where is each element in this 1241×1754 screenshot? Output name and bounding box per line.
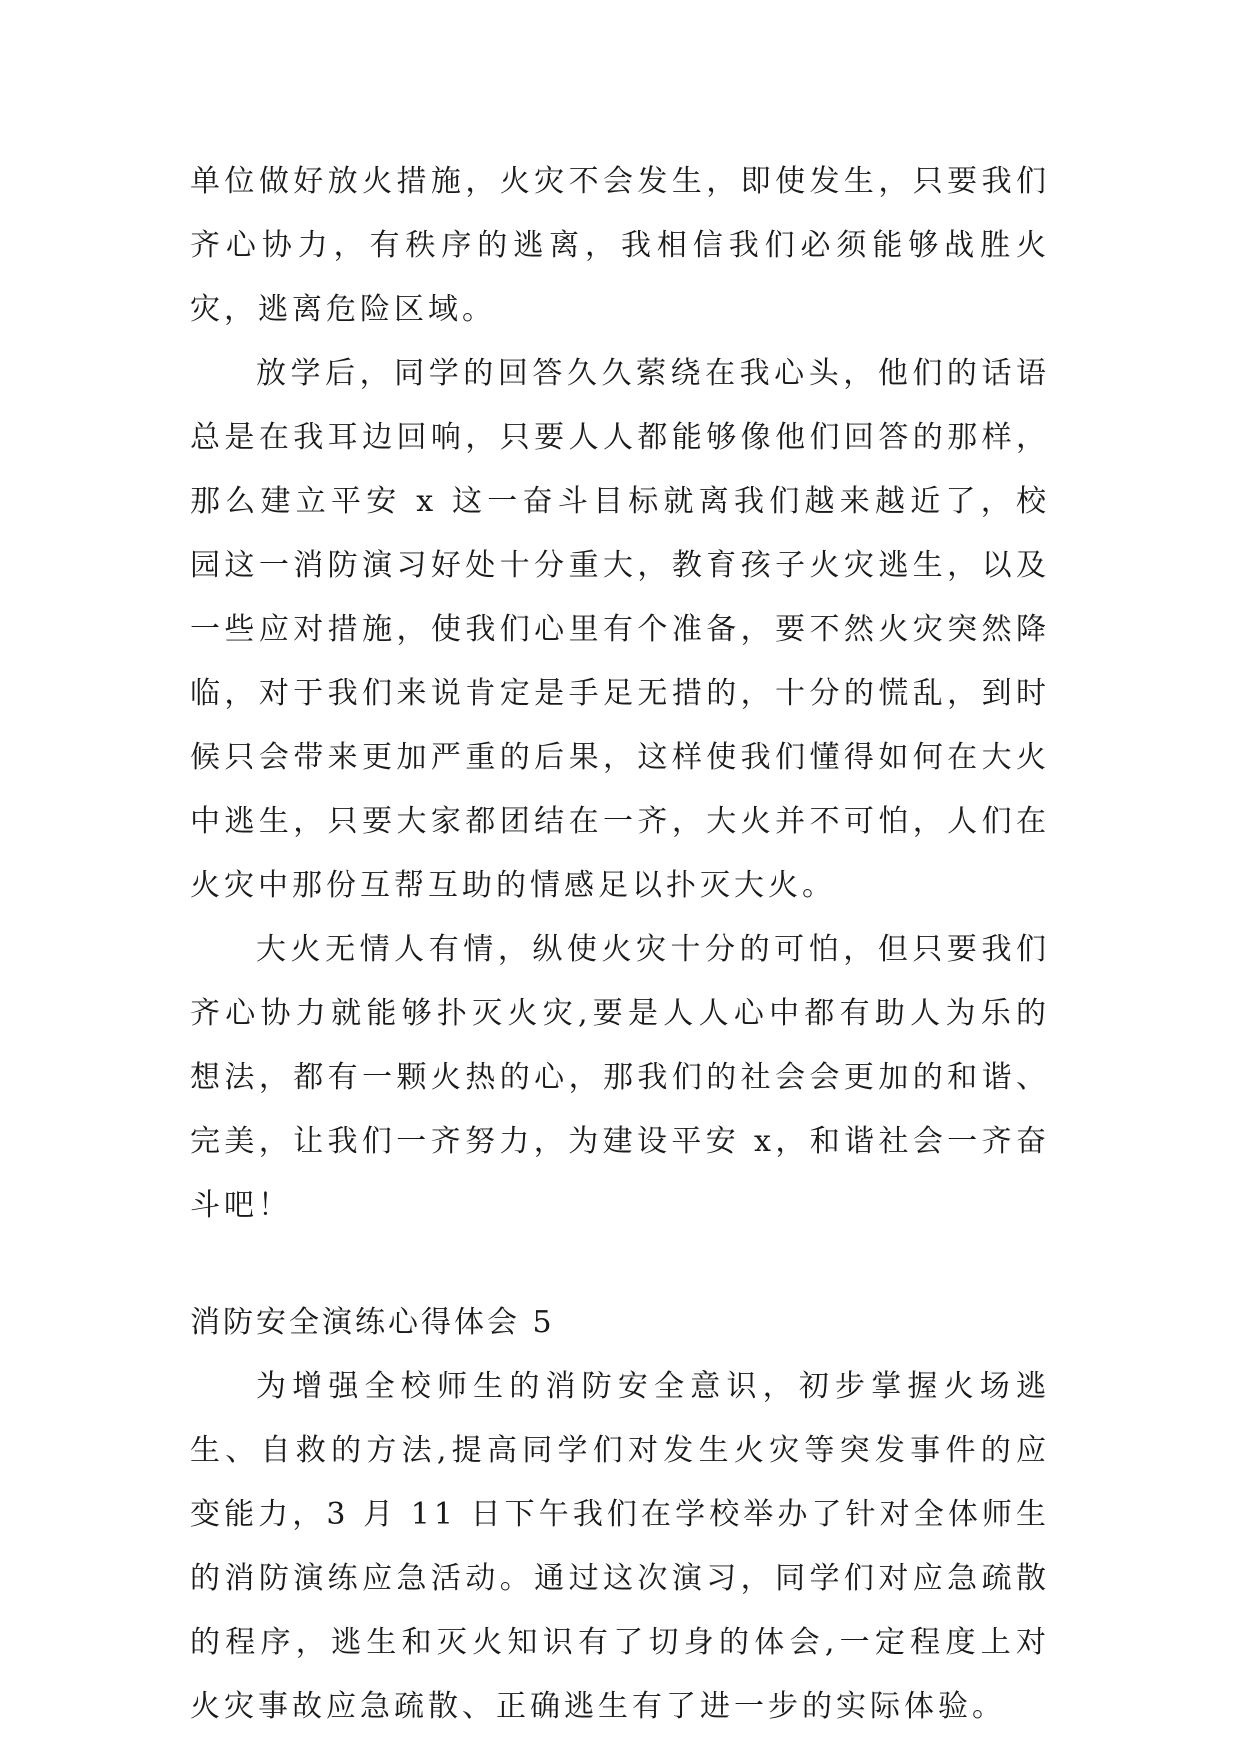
- paragraph-drill-intro: 为增强全校师生的消防安全意识，初步掌握火场逃生、自救的方法,提高同学们对发生火灾等突发事件的应变能力，3 月 11 日下午我们在学校举办了针对全体师生的消防演练应急活动。通过这次演习，同学们对应急疏散的程序，逃生和灭火知识有了切身的体会,一定程度上对火灾事故应急疏散、正确逃生有了进一步的实际体验。: [190, 1369, 1050, 1724]
- section-heading: 消防安全演练心得体会 5: [190, 1305, 555, 1340]
- document-body: [190, 150, 1050, 1739]
- paragraph-after-school: 放学后，同学的回答久久萦绕在我心头，他们的话语总是在我耳边回响，只要人人都能够像他们回答的那样，那么建立平安 x 这一奋斗目标就离我们越来越近了，校园这一消防演习好处十分重大，教育孩子火灾逃生，以及一些应对措施，使我们心里有个准备，要不然火灾突然降临，对于我们来说肯定是手足无措的，十分的慌乱，到时候只会带来更加严重的后果，这样使我们懂得如何在大火中逃生，只要大家都团结在一齐，大火并不可怕，人们在火灾中那份互帮互助的情感足以扑灭大火。: [190, 356, 1050, 903]
- paragraph-conclusion: 大火无情人有情，纵使火灾十分的可怕，但只要我们齐心协力就能够扑灭火灾,要是人人心中都有助人为乐的想法，都有一颗火热的心，那我们的社会会更加的和谐、完美，让我们一齐努力，为建设平安 x，和谐社会一齐奋斗吧！: [190, 932, 1050, 1223]
- paragraph-continuation: 单位做好放火措施，火灾不会发生，即使发生，只要我们齐心协力，有秩序的逃离，我相信我们必须能够战胜火灾，逃离危险区域。: [190, 164, 1050, 327]
